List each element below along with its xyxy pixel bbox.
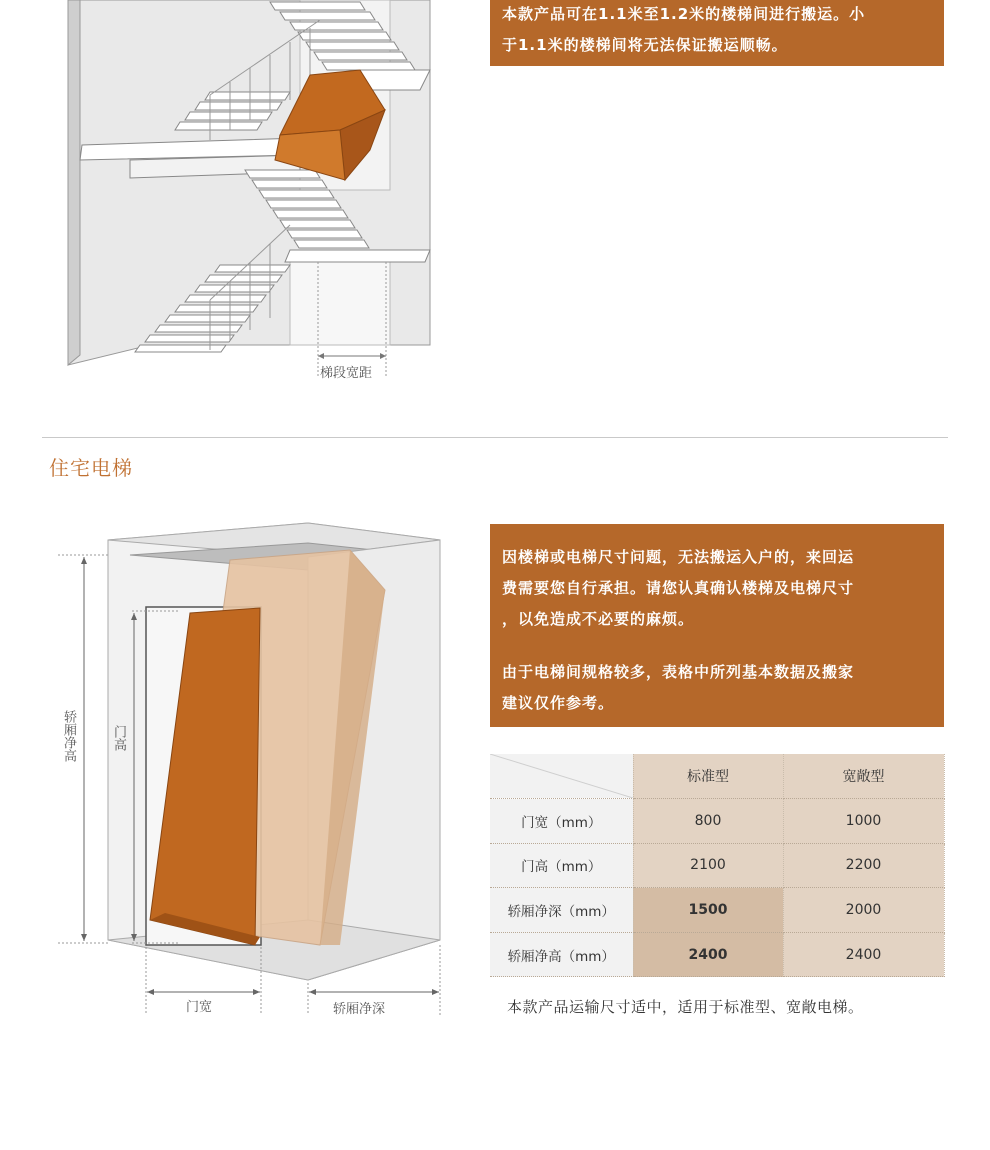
elevator-illustration	[50, 515, 450, 1025]
elevator-note-p2-line-1: 由于电梯间规格较多，表格中所列基本数据及搬家	[502, 663, 855, 681]
stair-note-line-2: 于1.1米的楼梯间将无法保证搬运顺畅。	[502, 36, 788, 54]
stair-note	[490, 0, 944, 66]
elevator-note-p1-line-3: ，以免造成不必要的麻烦。	[502, 610, 695, 628]
standard-value: 800	[633, 799, 783, 844]
diagonal-line	[490, 754, 633, 798]
standard-value: 1500	[633, 888, 783, 933]
section-title: 住宅电梯	[49, 456, 133, 480]
spacious-value: 2000	[783, 888, 944, 933]
row-label: 门高（mm）	[490, 843, 633, 888]
table-header-row	[490, 754, 944, 799]
stair-width-label: 梯段宽距	[320, 366, 373, 381]
door-height-label: 门高	[111, 725, 126, 751]
table-caption: 本款产品运输尺寸适中，适用于标准型、宽敞电梯。	[507, 998, 864, 1016]
spacious-value: 2400	[783, 932, 944, 977]
table-row	[490, 799, 944, 844]
row-label: 轿厢净高（mm）	[490, 932, 633, 977]
table-row	[490, 888, 944, 933]
elevator-note-p2-line-2: 建议仅作参考。	[502, 694, 615, 712]
table-row	[490, 843, 944, 888]
door-width-label: 门宽	[186, 1000, 213, 1015]
standard-value: 2100	[633, 843, 783, 888]
elevator-note-p1-line-2: 费需要您自行承担。请您认真确认楼梯及电梯尺寸	[502, 579, 855, 597]
car-depth-label: 轿厢净深	[333, 1002, 386, 1017]
row-label: 门宽（mm）	[490, 799, 633, 844]
car-height-label: 轿厢净高	[61, 710, 76, 762]
elevator-note-p1-line-1: 因楼梯或电梯尺寸问题，无法搬运入户的，来回运	[502, 548, 855, 566]
row-label: 轿厢净深（mm）	[490, 888, 633, 933]
header-standard: 标准型	[633, 754, 783, 799]
elevator-spec-table	[490, 754, 945, 977]
staircase-illustration	[60, 0, 440, 390]
stair-note-line-1: 本款产品可在1.1米至1.2米的楼梯间进行搬运。小	[502, 5, 866, 23]
standard-value: 2400	[633, 932, 783, 977]
spacious-value: 2200	[783, 843, 944, 888]
table-row	[490, 932, 944, 977]
table-corner-cell	[490, 754, 633, 799]
spacious-value: 1000	[783, 799, 944, 844]
header-spacious: 宽敞型	[783, 754, 944, 799]
elevator-note	[490, 524, 944, 727]
section-divider	[42, 437, 948, 438]
